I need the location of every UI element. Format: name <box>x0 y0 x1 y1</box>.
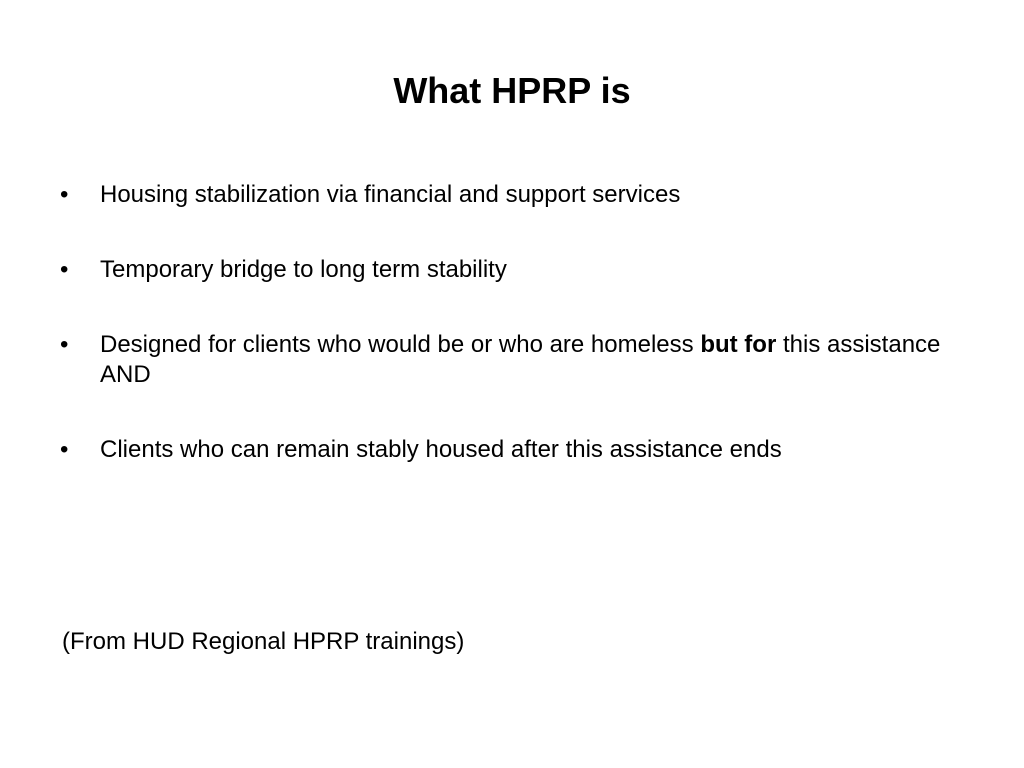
bullet-item <box>60 255 980 285</box>
bullet-text-after: this assistance AND <box>100 331 941 388</box>
bullet-text-before: Designed for clients who would be or who are homeless <box>100 331 701 358</box>
bullet-marker: • <box>60 181 69 208</box>
source-note: (From HUD Regional HPRP trainings) <box>62 628 465 655</box>
bullet-text: Housing stabilization via financial and support services <box>100 181 681 208</box>
bullet-list <box>60 180 980 510</box>
bullet-marker: • <box>60 256 69 283</box>
bullet-marker: • <box>60 436 69 463</box>
bullet-text: Temporary bridge to long term stability <box>100 256 507 283</box>
bullet-item <box>60 435 980 465</box>
bullet-text-bold: but for <box>700 331 777 358</box>
slide-title: What HPRP is <box>393 70 631 111</box>
bullet-marker: • <box>60 331 69 358</box>
bullet-text: Clients who can remain stably housed after this assistance ends <box>100 436 782 463</box>
bullet-item <box>60 330 980 390</box>
bullet-item <box>60 180 980 210</box>
